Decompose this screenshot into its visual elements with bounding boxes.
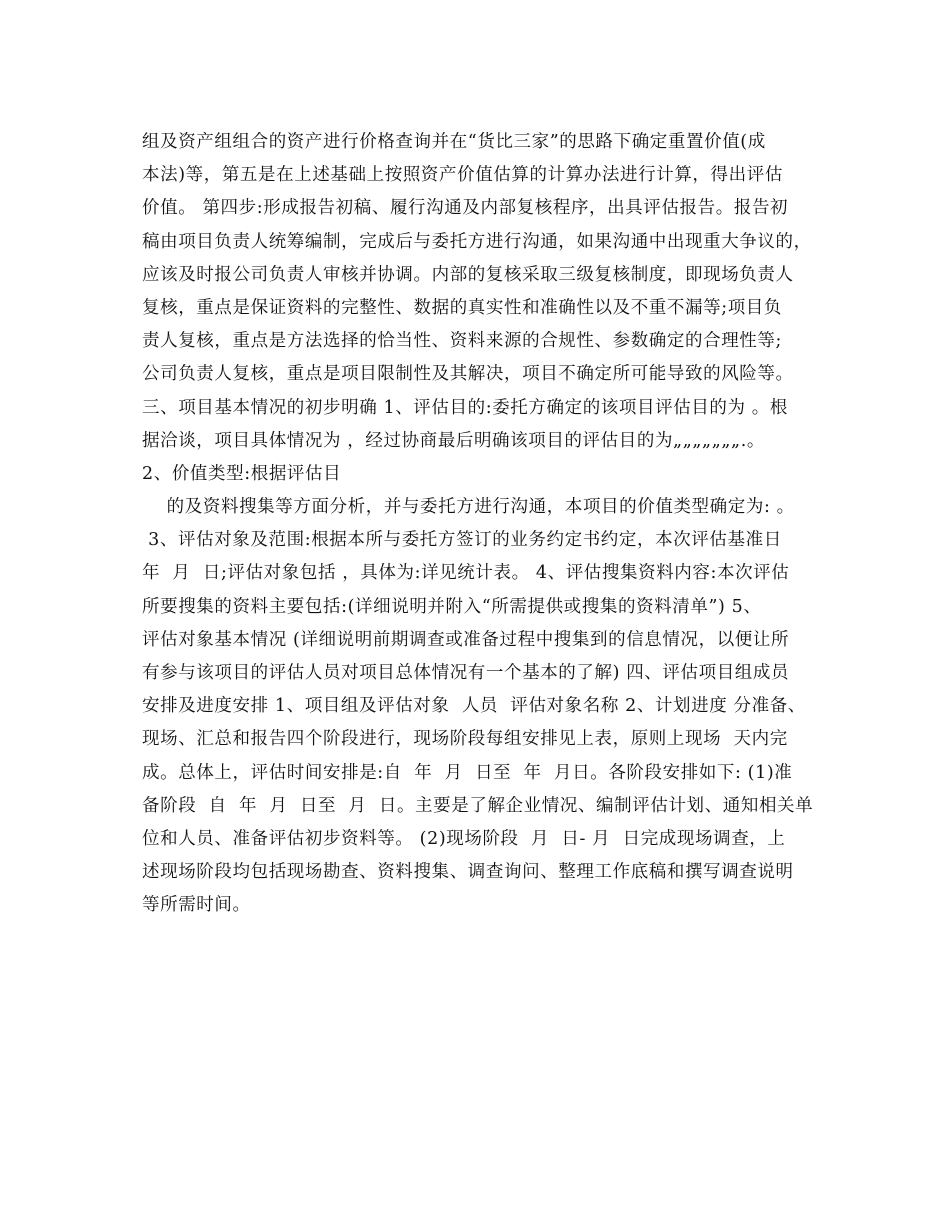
text-line: 3、评估对象及范围:根据本所与委托方签订的业务约定书约定，本次评估基准日 xyxy=(142,530,782,551)
text-line: 三、项目基本情况的初步明确 1、评估目的:委托方确定的该项目评估目的为 。根 xyxy=(142,397,788,418)
text-line: 应该及时报公司负责人审核并协调。内部的复核采取三级复核制度，即现场负责人 xyxy=(142,264,794,285)
text-line: 本法)等，第五是在上述基础上按照资产价值估算的计算办法进行计算，得出评估 xyxy=(142,165,783,186)
text-line: 复核，重点是保证资料的完整性、数据的真实性和准确性以及不重不漏等;项目负 xyxy=(142,297,782,318)
text-line: 现场、汇总和报告四个阶段进行，现场阶段每组安排见上表，原则上现场 天内完 xyxy=(142,729,788,750)
text-line: 述现场阶段均包括现场勘查、资料搜集、调查询问、整理工作底稿和撰写调查说明 xyxy=(142,862,794,883)
text-line: 责人复核，重点是方法选择的恰当性、资料来源的合规性、参数确定的合理性等; xyxy=(142,331,782,352)
body-text xyxy=(142,126,822,923)
text-line: 价值。 第四步:形成报告初稿、履行沟通及内部复核程序，出具评估报告。报告初 xyxy=(142,198,789,219)
text-line: 所要搜集的资料主要包括:(详细说明并附入“所需提供或搜集的资料清单”) 5、 xyxy=(142,596,762,617)
text-line: 评估对象基本情况 (详细说明前期调查或准备过程中搜集到的信息情况，以便让所 xyxy=(142,629,790,650)
text-line: 年 月 日;评估对象包括 ，具体为:详见统计表。 4、评估搜集资料内容:本次评估 xyxy=(142,563,790,584)
text-line: 公司负责人复核，重点是项目限制性及其解决，项目不确定所可能导致的风险等。 xyxy=(142,364,794,385)
text-line: 位和人员、准备评估初步资料等。 (2)现场阶段 月 日- 月 日完成现场调查，上 xyxy=(142,828,786,849)
text-line: 的及资料搜集等方面分析，并与委托方进行沟通，本项目的价值类型确定为: 。 xyxy=(142,497,795,518)
text-line: 组及资产组组合的资产进行价格查询并在“货比三家”的思路下确定重置价值(成 xyxy=(142,132,766,152)
text-line: 备阶段 自 年 月 日至 月 日。主要是了解企业情况、编制评估计划、通知相关单 xyxy=(142,795,814,816)
text-line: 2、价值类型:根据评估目 xyxy=(142,463,342,484)
text-line: 成。总体上，评估时间安排是:自 年 月 日至 年 月日。各阶段安排如下: (1)准 xyxy=(142,762,793,783)
text-line: 有参与该项目的评估人员对项目总体情况有一个基本的了解) 四、评估项目组成员 xyxy=(142,663,790,683)
text-line: 等所需时间。 xyxy=(142,895,251,916)
text-line: 安排及进度安排 1、项目组及评估对象 人员 评估对象名称 2、计划进度 分准备、 xyxy=(142,696,806,717)
text-line: 稿由项目负责人统筹编制，完成后与委托方进行沟通，如果沟通中出现重大争议的， xyxy=(142,231,812,252)
text-line: 据洽谈，项目具体情况为 ，经过协商最后明确该项目的评估目的为„„„„„„„.。 xyxy=(142,430,765,451)
